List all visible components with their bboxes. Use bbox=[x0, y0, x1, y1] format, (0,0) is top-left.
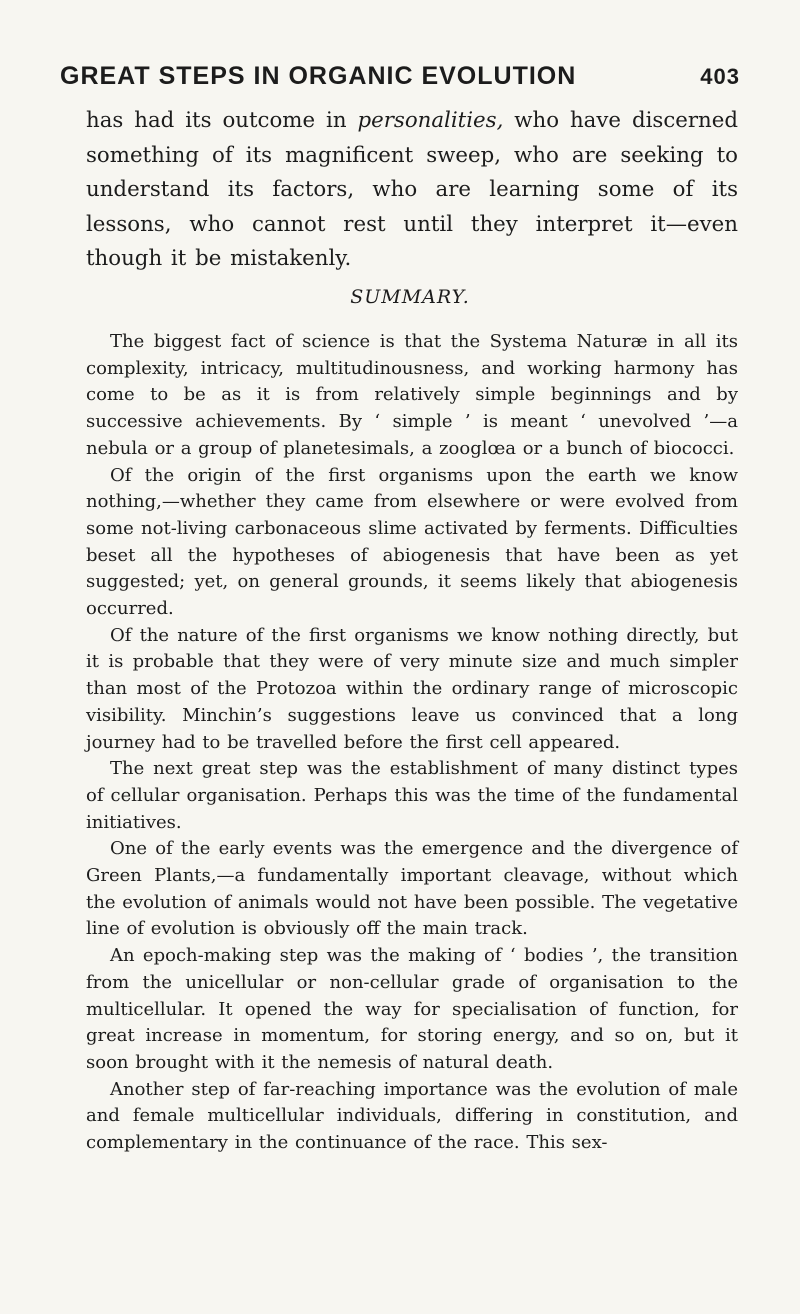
summary-paragraph: The biggest fact of science is that the Systema Naturæ in all its complexity, intricacy, multitudinousness, and working harmony has come to be as it is from relatively simple beginnings and by successive achievements. By ‘ simple ’ is meant ‘ unevolved ’—a nebula or a group of planetesimals, a zooglœa or a bunch of biococci. bbox=[86, 331, 738, 459]
intro-text bbox=[86, 104, 738, 277]
summary-paragraph: The next great step was the establishment of many distinct types of cellular organisation. Perhaps this was the time of the fundamental initiatives. bbox=[86, 758, 738, 833]
summary-paragraph: Of the nature of the first organisms we know nothing directly, but it is probable that they were of very minute size and much simpler than most of the Protozoa within the ordinary range of microscopic visibility. Minchin’s suggestions leave us convinced that a long journey had to be travelled before the first cell appeared. bbox=[86, 624, 738, 753]
summary-heading: SUMMARY. bbox=[350, 286, 470, 308]
summary-paragraph: One of the early events was the emergence and the divergence of Green Plants,—a fundamentally important cleavage, without which the evolution of animals would not have been possible. The vegetative line of evolution is obviously off the main track. bbox=[86, 838, 738, 940]
summary-paragraph: Of the origin of the first organisms upon the earth we know nothing,—whether they came from elsewhere or were evolved from some not-living carbonaceous slime activated by ferments. Difficulties beset all the hypotheses of abiogenesis that have been as yet suggested; yet, on general grounds, it seems likely that abiogenesis occurred. bbox=[86, 464, 738, 620]
running-head bbox=[60, 62, 740, 91]
intro-text-start: has had its outcome in bbox=[86, 108, 358, 133]
intro-text-end: who have discerned something of its magnificent sweep, who are seeking to understand its factors, who are learning some of its lessons, who cannot rest until they interpret it—even though it be mistakenly. bbox=[86, 108, 738, 272]
intro-emphasis: personalities, bbox=[357, 108, 504, 133]
summary-paragraph: Another step of far-reaching importance was the evolution of male and female multicellular individuals, differing in constitution, and complementary in the continuance of the race. This sex- bbox=[86, 1078, 738, 1154]
summary-body bbox=[86, 329, 738, 1157]
intro-paragraph bbox=[86, 104, 738, 277]
summary-paragraph: An epoch-making step was the making of ‘ bodies ’, the transition from the unicellular or non-cellular grade of organisation to the multicellular. It opened the way for specialisation of function, for great increase in momentum, for storing energy, and so on, but it soon brought with it the nemesis of natural death. bbox=[86, 945, 738, 1073]
page-number: 403 bbox=[700, 64, 740, 89]
running-title: GREAT STEPS IN ORGANIC EVOLUTION bbox=[60, 62, 577, 90]
